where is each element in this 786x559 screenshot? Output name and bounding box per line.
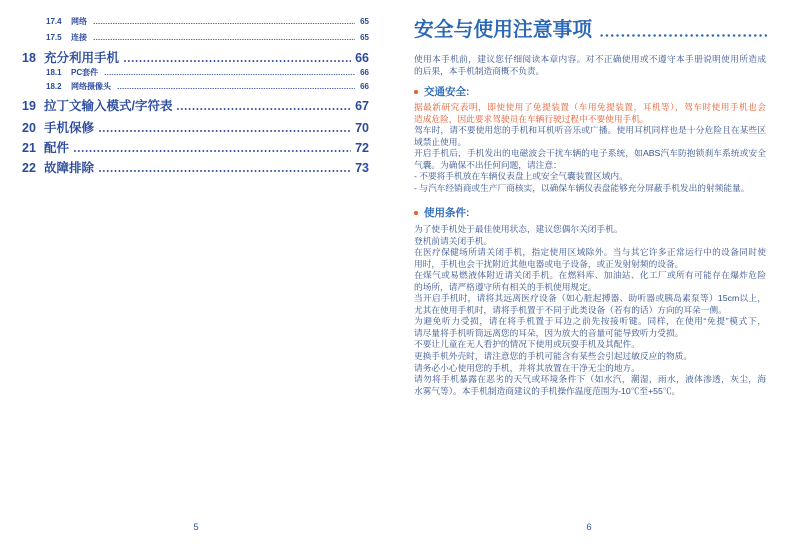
toc-entry-number: 18.1 bbox=[46, 68, 62, 77]
toc-entry-page: 66 bbox=[355, 51, 369, 65]
page-number: 6 bbox=[586, 522, 592, 533]
usage-conditions-section bbox=[414, 224, 766, 397]
toc-dot-leader bbox=[98, 170, 351, 172]
toc-dot-leader bbox=[93, 39, 355, 40]
toc-entry-page: 72 bbox=[355, 141, 369, 155]
traffic-safety-heading bbox=[414, 85, 469, 99]
text-line: 开启手机后，手机发出的电磁波会干扰车辆的电子系统，如ABS汽车防抱锁刹车系统或安全 bbox=[414, 148, 766, 159]
toc-chapter-entry bbox=[22, 140, 369, 156]
toc-chapter-entry bbox=[22, 160, 369, 176]
text-line: 造成危险，因此要求驾驶员在车辆行驶过程中不要使用手机。 bbox=[414, 113, 649, 124]
toc-entry-page: 65 bbox=[360, 33, 369, 42]
toc-entry-number: 19 bbox=[22, 99, 36, 113]
toc-entry-number: 21 bbox=[22, 141, 36, 155]
toc-entry-page: 73 bbox=[355, 161, 369, 175]
toc-entry-title: 故障排除 bbox=[44, 161, 95, 175]
section-title-row bbox=[414, 17, 768, 43]
bullet-icon bbox=[414, 90, 418, 94]
toc-entry-title: 拉丁文输入模式/字符表 bbox=[44, 99, 173, 113]
heading-text: 使用条件: bbox=[423, 207, 470, 219]
body-paragraph bbox=[414, 236, 766, 248]
traffic-safety-section bbox=[414, 102, 766, 194]
body-paragraph bbox=[414, 293, 766, 316]
toc-entry-title: PC套件 bbox=[71, 68, 99, 77]
toc-entry-number: 18 bbox=[22, 51, 36, 65]
toc-chapter-entry bbox=[22, 50, 369, 66]
toc-chapter-entry bbox=[22, 98, 369, 114]
toc-entry-page: 66 bbox=[360, 68, 369, 77]
text-line: 不要让儿童在无人看护的情况下使用或玩耍手机及其配件。 bbox=[414, 339, 640, 350]
bullet-icon bbox=[414, 211, 418, 215]
section-title: 安全与使用注意事项 bbox=[414, 19, 593, 41]
text-line: 当开启手机时，请将其远离医疗设备（如心脏起搏器、助听器或胰岛素泵等）15cm以上， bbox=[414, 293, 766, 304]
warning-paragraph bbox=[414, 102, 766, 125]
body-paragraph bbox=[414, 363, 766, 375]
body-paragraph bbox=[414, 374, 766, 397]
toc-entry-number: 17.4 bbox=[46, 17, 62, 26]
toc-entry-page: 65 bbox=[360, 17, 369, 26]
body-paragraph bbox=[414, 316, 766, 339]
text-line: 水雾气等）。本手机制造商建议的手机操作温度范围为-10℃至+55℃。 bbox=[414, 385, 681, 396]
toc-entry bbox=[46, 81, 369, 93]
toc-entry-title: 网络摄像头 bbox=[71, 82, 111, 91]
text-line: - 不要将手机放在车辆仪表盘上或安全气囊装置区域内。 bbox=[414, 171, 628, 182]
text-line: 更换手机外壳时，请注意您的手机可能含有某些会引起过敏反应的物质。 bbox=[414, 351, 692, 362]
text-line: 在煤气或易燃液体附近请关闭手机。在燃料库、加油站、化工厂或所有可能存在爆炸危险 bbox=[414, 270, 766, 281]
text-line: 用时，手机也会干扰附近其他电器或电子设备，或正发射射频的设备。 bbox=[414, 258, 684, 269]
body-paragraph bbox=[414, 270, 766, 293]
toc-entry-title: 手机保修 bbox=[44, 121, 95, 135]
text-line: 为避免听力受损，请在将手机置于耳边之前先按接听键。同样，在使用“免提”模式下， bbox=[414, 316, 766, 327]
toc-entry-page: 70 bbox=[355, 121, 369, 135]
toc-dot-leader bbox=[123, 60, 351, 62]
toc-chapter-entry bbox=[22, 120, 369, 136]
text-line: 驾车时，请不要使用您的手机和耳机听音乐或广播。使用耳机同样也是十分危险且在某些区 bbox=[414, 125, 766, 136]
toc-entry-number: 18.2 bbox=[46, 82, 62, 91]
toc-entry bbox=[46, 16, 369, 28]
toc-entry-title: 连接 bbox=[71, 33, 87, 42]
text-line: - 与汽车经销商或生产厂商核实，以确保车辆仪表盘能够充分屏蔽手机发出的射频能量。 bbox=[414, 182, 750, 193]
body-paragraph bbox=[414, 125, 766, 148]
list-item bbox=[414, 183, 766, 195]
right-page bbox=[393, 0, 786, 559]
toc-entry-number: 22 bbox=[22, 161, 36, 175]
text-line: 的场所，请严格遵守所有相关的手机使用规定。 bbox=[414, 281, 597, 292]
toc-entry-title: 充分利用手机 bbox=[44, 51, 120, 65]
text-line: 据最新研究表明，即使使用了免提装置（车用免提装置，耳机等），驾车时使用手机也会 bbox=[414, 102, 766, 112]
toc-entry-number: 17.5 bbox=[46, 33, 62, 42]
body-paragraph bbox=[414, 224, 766, 236]
text-line: 请务必小心使用您的手机，并将其放置在干净无尘的地方。 bbox=[414, 362, 640, 373]
toc-entry-title: 网络 bbox=[71, 17, 87, 26]
text-line: 气囊。为确保不出任何问题，请注意： bbox=[414, 159, 562, 170]
heading-text: 交通安全: bbox=[423, 86, 470, 98]
toc-dot-leader bbox=[104, 74, 355, 75]
intro-section bbox=[414, 54, 766, 77]
toc-entry-page: 67 bbox=[355, 99, 369, 113]
page-number: 5 bbox=[193, 522, 199, 533]
title-dot-leader bbox=[599, 34, 768, 37]
text-line: 的后果，本手机制造商概不负责。 bbox=[414, 65, 545, 76]
toc-dot-leader bbox=[73, 150, 351, 152]
toc-dot-leader bbox=[93, 23, 355, 24]
toc-entry-number: 20 bbox=[22, 121, 36, 135]
text-line: 登机前请关闭手机。 bbox=[414, 235, 493, 246]
toc-entry-title: 配件 bbox=[44, 141, 70, 155]
toc-entry-page: 66 bbox=[360, 82, 369, 91]
body-paragraph bbox=[414, 247, 766, 270]
text-line: 为了使手机处于最佳使用状态，建议您偶尔关闭手机。 bbox=[414, 224, 623, 234]
text-line: 请勿将手机暴露在恶劣的天气或环境条件下（如水汽，潮湿，雨水，液体渗透，灰尘，海 bbox=[414, 374, 766, 385]
body-paragraph bbox=[414, 339, 766, 351]
body-paragraph bbox=[414, 351, 766, 363]
usage-conditions-heading bbox=[414, 206, 469, 220]
toc-entry bbox=[46, 32, 369, 44]
text-line: 在医疗保健场所请关闭手机，指定使用区域除外。当与其它许多正常运行中的设备同时使 bbox=[414, 247, 766, 258]
intro-paragraph bbox=[414, 54, 766, 77]
list-item bbox=[414, 171, 766, 183]
toc-entry bbox=[46, 67, 369, 79]
toc-dot-leader bbox=[98, 130, 351, 132]
text-line: 尤其在使用手机时，请将手机置于不同于此类设备（若有的话）方向的耳朵一侧。 bbox=[414, 304, 727, 315]
text-line: 域禁止使用。 bbox=[414, 136, 467, 147]
text-line: 使用本手机前，建议您仔细阅读本章内容。对不正确使用或不遵守本手册说明使用所造成 bbox=[414, 54, 766, 64]
toc-dot-leader bbox=[117, 88, 355, 89]
text-line: 请尽量将手机听筒远离您的耳朵，因为放大的音量可能导致听力受损。 bbox=[414, 327, 684, 338]
body-paragraph bbox=[414, 148, 766, 171]
toc-dot-leader bbox=[176, 108, 351, 110]
